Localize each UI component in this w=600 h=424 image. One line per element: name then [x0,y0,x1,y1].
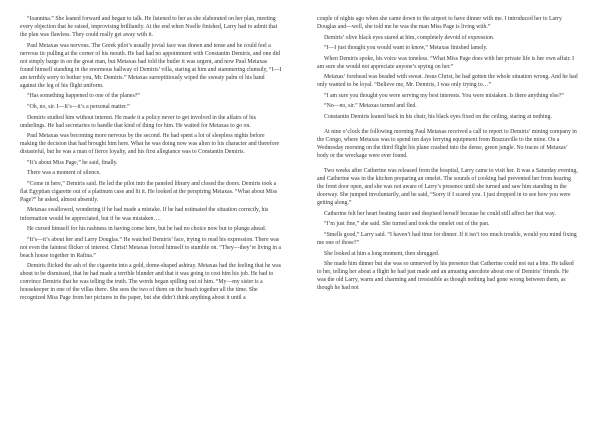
paragraph: Two weeks after Catherine was released from the hospital, Larry came to visit her. It was a Saturday evening, and Catherine was in the kitchen preparing an omelet. The sounds of cooking had prevented her from hearing the front door open, and she was not aware of Larry’s presence until she turned and saw him standing in the doorway. She jumped involuntarily, and he said, “Sorry if I scared you. I just dropped in to see how you were getting along.” [317,168,578,207]
paragraph: “I’m just fine,” she said. She turned and took the omelet out of the pan. [324,221,490,228]
paragraph: Paul Metaxas was becoming more nervous by the second. He had spent a lot of sleepless nights before making the decision that had brought him here. What he was doing now was alien to his character and therefore distasteful, but he was a man of fierce loyalty, and his first allegiance was to Constantin Demiris. [20,133,280,156]
paragraph: couple of nights ago when she came down to the airport to have dinner with me. I introduced her to Larry Douglas and—well, she told me he was the man Miss Page is living with.” [317,16,562,31]
paragraph: She looked at him a long moment, then shrugged. [324,250,440,257]
paragraph: “It’s—it’s about her and Larry Douglas.” He watched Demiris’ face, trying to read his expression. There was not even the faintest flicker of interest. Christ! Metaxas forced himself to stumble on. “They—they’re living in a beach house together in Rafina.” [20,236,281,259]
paragraph: “I—I just thought you would want to know,” Metaxas finished lamely. [324,45,488,52]
paragraph: Demiris flicked the ash of the cigarette into a gold, dome-shaped ashtray. Metaxas had the feeling that he was about to be dismissed, that he had made a terrible blunder and that it was going to cost him his job. He had to convince Demiris that he was telling the truth. The words began spilling out of him. “My—my sister is a housekeeper in one of the villas there. She sees the two of them on the beach together all the time. She recognized Miss Page from her pictures in the paper, but she didn’t think anything about it until a [20,263,281,302]
paragraph: Catherine felt her heart beating faster and despised herself because he could still affect her that way. [324,210,556,217]
paragraph: “Ioannina.” She leaned forward and began to talk. He listened to her as she elaborated on her plan, meeting every objection that he raised, improvising brilliantly. At the end when Noelle finished, Larry had to admit that the plan was flawless. They could really get away with it. [20,16,278,39]
paragraph: Metaxas’ forehead was beaded with sweat. Jesus Christ, he had gotten the whole situation wrong. And he had only wanted to be loyal. “Believe me, Mr. Demiris, I was only trying to…” [317,74,578,89]
paragraph: When Demiris spoke, his voice was toneless. “What Miss Page does with her private life is her own affair. I am sure she would not appreciate anyone’s spying on her.” [317,55,575,70]
paragraph: “No—no, sir.” Metaxas turned and fled. [324,103,417,110]
paragraph: There was a moment of silence. [27,170,101,177]
paragraph: Metaxas swallowed, wondering if he had made a mistake. If he had estimated the situation correctly, his information would be appreciated, but if he was mistaken…. [20,207,269,222]
paragraph: “Has something happened to one of the planes?” [27,93,140,100]
paragraph: She made him dinner but she was so unnerved by his presence that Catherine could not eat a bite. He talked to her, telling her about a flight he had just made and an amusing anecdote about one of Demiris’ friends. He was the old Larry, warm and charming and irresistible as though nothing had gone wrong between them, as though he had not [317,261,574,292]
paragraph: “Come in here,” Demiris said. He led the pilot into the paneled library and closed the doors. Demiris took a flat Egyptian cigarette out of a platinum case and lit it. He looked at the perspiring Metaxas. “What about Miss Page?” he asked, almost absently. [20,180,278,203]
paragraph: “I am sure you thought you were serving my best interests. You were mistaken. Is there anything else?” [324,92,564,99]
left-text-column [20,15,282,305]
paragraph: “Oh, no, sir. I—It’s—it’s a personal matter.” [27,103,130,110]
right-text-column [317,15,579,295]
paragraph: Demiris’ olive black eyes stared at him, completely devoid of expression. [324,34,495,41]
paragraph: He cursed himself for his rashness in having come here, but he had no choice now but to plunge ahead. [27,226,267,233]
paragraph: Paul Metaxas was nervous. The Greek pilot’s usually jovial face was drawn and tense and he could feel a nervous tic pulling at the corner of his mouth. He had had no appointment with Constantin Demiris, and one did not simply barge in on the great man, but Metaxas had told the butler it was urgent, and now Paul Metaxas found himself standing in the enormous hallway of Demiris’ villa, staring at him and stammering clumsily, “I—I am terribly sorry to bother you, Mr. Demiris.” Metaxas surreptitiously wiped the sweaty palm of his hand against the leg of his flight uniform. [20,42,282,89]
paragraph: Constantin Demiris leaned back in his chair, his black eyes fixed on the ceiling, staring at nothing. [324,113,552,120]
paragraph: “Smells good,” Larry said. “I haven’t had time for dinner. If it isn’t too much trouble, would you mind fixing me one of those?” [317,232,577,247]
paragraph: At nine o’clock the following morning Paul Metaxas received a call to report to Demiris’ mining company in the Congo, where Metaxas was to spend ten days ferrying equipment from Brazzaville to the mine. On a Wednesday morning on the third flight his plane crashed into the dense, green jungle. No traces of Metaxas’ body or the wreckage were ever found. [317,129,577,160]
paragraph: Demiris studied him without interest. He made it a policy never to get involved in the affairs of his underlings. He had secretaries to handle that kind of thing for him. He waited for Metaxas to go on. [20,114,256,129]
paragraph: “It’s about Miss Page,” he said, finally. [27,159,118,166]
